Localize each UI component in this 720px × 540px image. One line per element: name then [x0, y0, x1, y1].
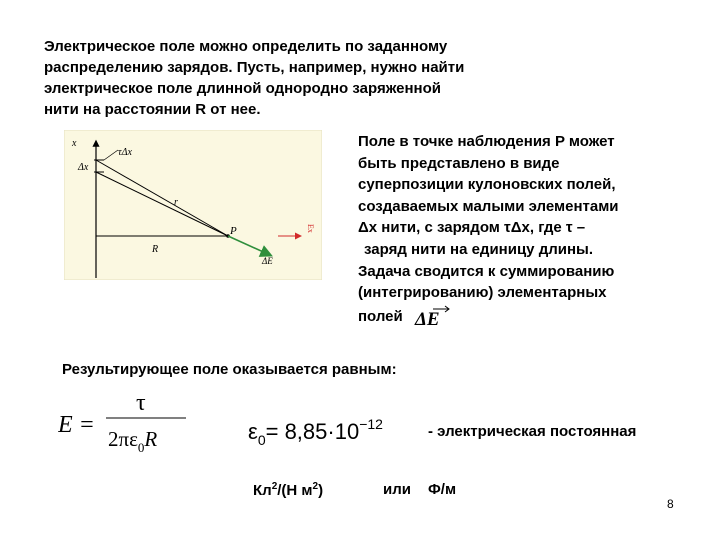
formula-lhs: E = [58, 412, 95, 438]
formula-numerator: τ [136, 390, 146, 416]
diagram-panel [64, 130, 322, 280]
delta-E-text: ΔE [414, 308, 440, 328]
unit-or: или [383, 481, 411, 498]
epsilon-subscript: 0 [257, 432, 266, 448]
label-tau-dx: τΔx [118, 147, 132, 158]
charged-thread-diagram [64, 130, 322, 280]
side-line: Поле в точке наблюдения P может [358, 133, 615, 150]
label-r: r [174, 197, 178, 208]
label-P: P [230, 225, 237, 237]
epsilon-note: - электрическая постоянная [428, 423, 637, 440]
formula-denominator: $2\pi\varepsilon_0R$ [108, 427, 158, 455]
delta-E-symbol [407, 304, 459, 328]
side-line: заряд нити на единицу длины. [364, 240, 593, 258]
axis-label-x: x [72, 138, 77, 149]
side-line: создаваемых малыми элементами [358, 197, 619, 215]
page-number: 8 [667, 497, 674, 511]
label-dE: ΔE [262, 256, 273, 266]
intro-line: электрическое поле длинной однородно заряженной [44, 80, 441, 97]
side-explanation [358, 131, 718, 328]
side-line: Δx нити, с зарядом τΔx, где τ – [358, 219, 586, 237]
epsilon-value: = 8,85·10 [265, 419, 360, 444]
epsilon-exponent: −12 [359, 416, 383, 432]
side-line: полей [358, 307, 403, 325]
intro-line: Электрическое поле можно определить по заданному [44, 38, 448, 55]
intro-line: нити на расстоянии R от нее. [44, 101, 261, 118]
unit-first: $Кл^2/(Н$ $м^2$) [253, 481, 324, 499]
label-E-side: Ex [306, 224, 315, 233]
epsilon-symbol: ε [248, 419, 258, 444]
side-line-last [358, 304, 718, 328]
intro-paragraph [44, 36, 564, 120]
side-line: быть представлено в виде [358, 154, 560, 172]
label-R: R [152, 244, 159, 255]
unit-second: Ф/м [428, 481, 457, 498]
intro-line: распределению зарядов. Пусть, например, нужно найти [44, 59, 465, 76]
result-label: Результирующее поле оказывается равным: [62, 361, 397, 378]
field-formula [58, 388, 193, 468]
epsilon-constant [248, 416, 383, 448]
side-line: (интегрированию) элементарных [358, 284, 607, 302]
side-line: суперпозиции кулоновских полей, [358, 176, 616, 194]
label-dx: Δx [78, 162, 89, 173]
side-line: Задача сводится к суммированию [358, 262, 615, 280]
